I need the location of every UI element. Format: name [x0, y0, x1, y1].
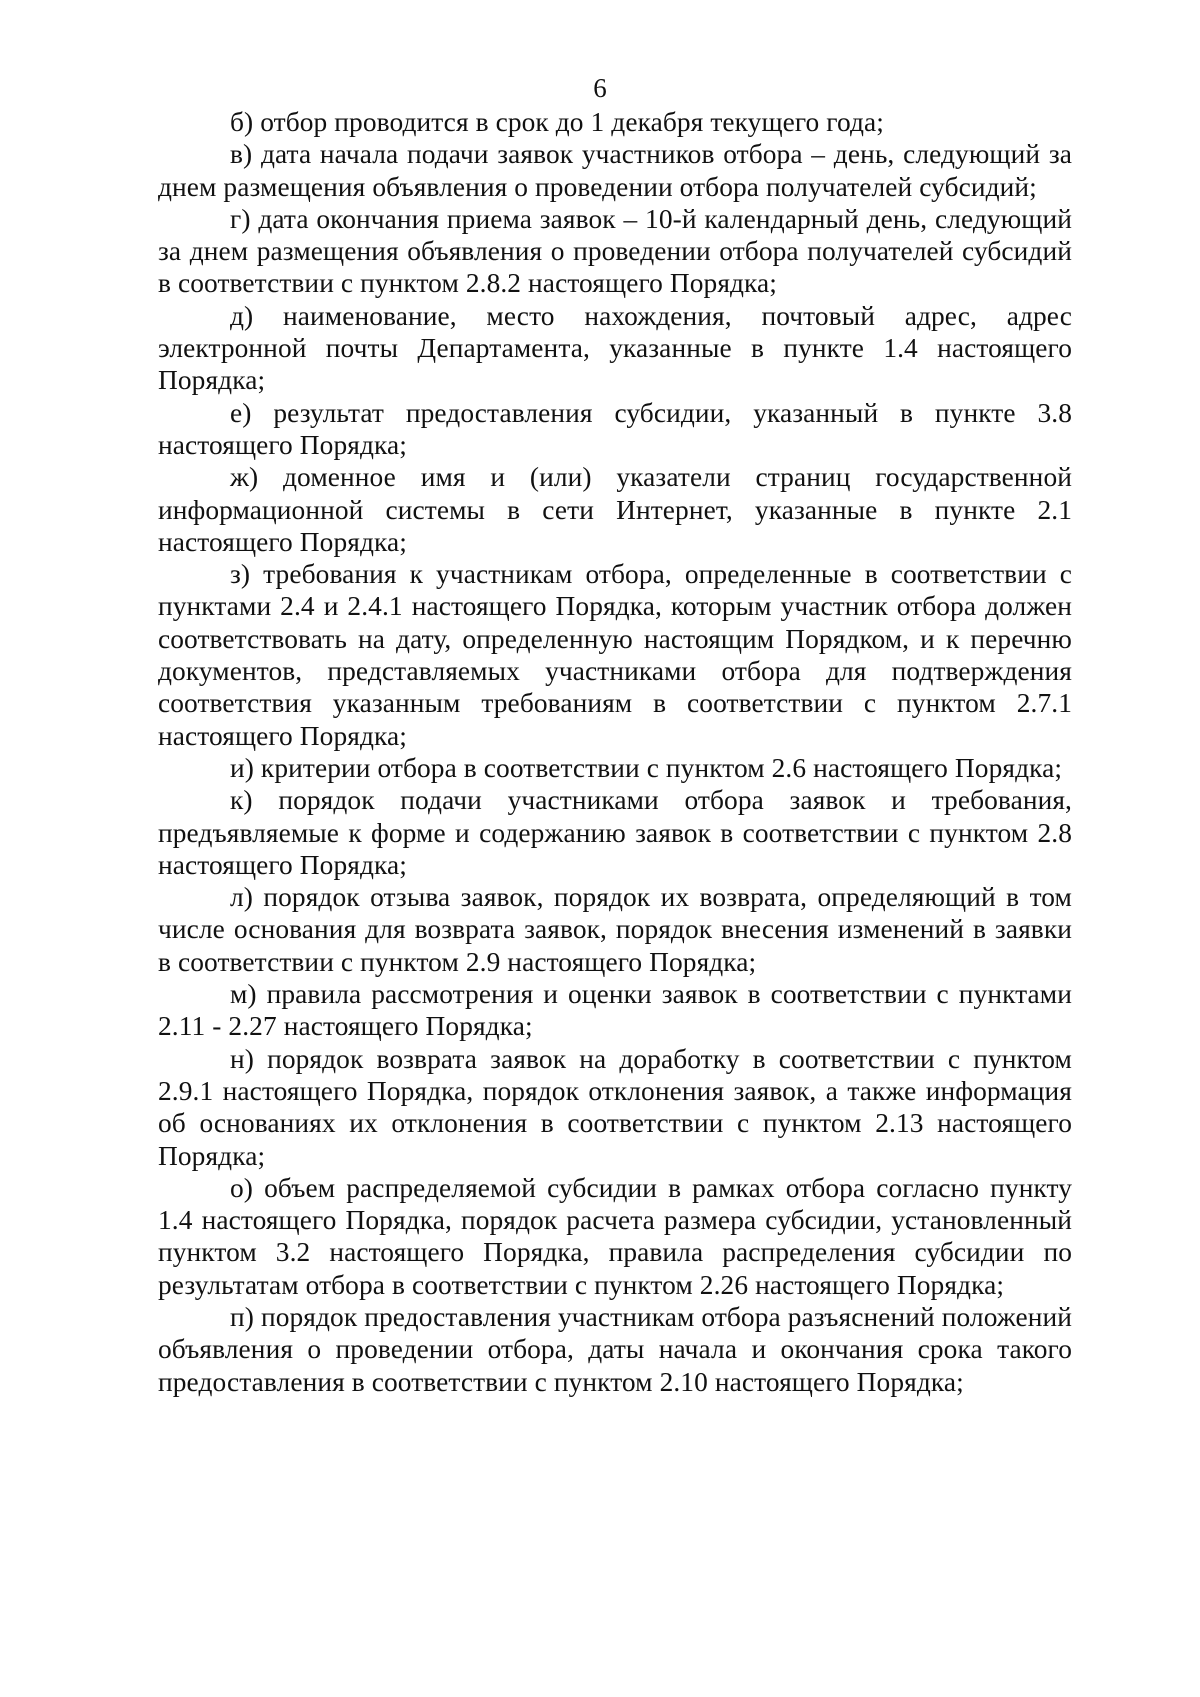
page-number: 6	[593, 73, 607, 103]
paragraph-b: б) отбор проводится в срок до 1 декабря текущего года;	[230, 107, 884, 137]
paragraph-v: в) дата начала подачи заявок участников отбора – день, следующий за днем размещения объявления о проведении отбора получателей субсидий;	[158, 139, 1072, 202]
paragraph-o: о) объем распределяемой субсидии в рамках отбора согласно пункту 1.4 настоящего Порядка, порядок расчета размера субсидии, установленный пунктом 3.2 настоящего Порядка, правила распределения субсидии по результатам отбора в соответствии с пунктом 2.26 настоящего Порядка;	[158, 1172, 1072, 1300]
document-body	[158, 106, 1072, 1398]
paragraph-z: з) требования к участникам отбора, определенные в соответствии с пунктами 2.4 и 2.4.1 настоящего Порядка, которым участник отбора должен соответствовать на дату, определенную настоящим Порядком, и к перечню документов, представляемых участниками отбора для подтверждения соответствия указанным требованиям в соответствии с пунктом 2.7.1 настоящего Порядка;	[158, 559, 1072, 751]
paragraph-i: и) критерии отбора в соответствии с пунктом 2.6 настоящего Порядка;	[230, 752, 1063, 783]
paragraph-d: д) наименование, место нахождения, почтовый адрес, адрес электронной почты Департамента, указанные в пункте 1.4 настоящего Порядка;	[158, 300, 1072, 396]
paragraph-p: п) порядок предоставления участникам отбора разъяснений положений объявления о проведении отбора, даты начала и окончания срока такого предоставления в соответствии с пунктом 2.10 настоящего Порядка;	[158, 1301, 1072, 1397]
paragraph-m: м) правила рассмотрения и оценки заявок в соответствии с пунктами 2.11 - 2.27 настоящего Порядка;	[158, 979, 1072, 1042]
paragraph-g: г) дата окончания приема заявок – 10-й календарный день, следующий за днем размещения объявления о проведении отбора получателей субсидий в соответствии с пунктом 2.8.2 настоящего Порядка;	[158, 203, 1072, 299]
paragraph-zh: ж) доменное имя и (или) указатели страниц государственной информационной системы в сети Интернет, указанные в пункте 2.1 настоящего Порядка;	[158, 462, 1072, 557]
paragraph-e: е) результат предоставления субсидии, указанный в пункте 3.8 настоящего Порядка;	[158, 397, 1072, 460]
paragraph-l: л) порядок отзыва заявок, порядок их возврата, определяющий в том числе основания для возврата заявок, порядок внесения изменений в заявки в соответствии с пунктом 2.9 настоящего Порядка;	[158, 882, 1072, 977]
paragraph-n: н) порядок возврата заявок на доработку в соответствии с пунктом 2.9.1 настоящего Порядка, порядок отклонения заявок, а также информация об основаниях их отклонения в соответствии с пунктом 2.13 настоящего Порядка;	[158, 1043, 1072, 1171]
paragraph-k: к) порядок подачи участниками отбора заявок и требования, предъявляемые к форме и содержанию заявок в соответствии с пунктом 2.8 настоящего Порядка;	[158, 785, 1072, 880]
